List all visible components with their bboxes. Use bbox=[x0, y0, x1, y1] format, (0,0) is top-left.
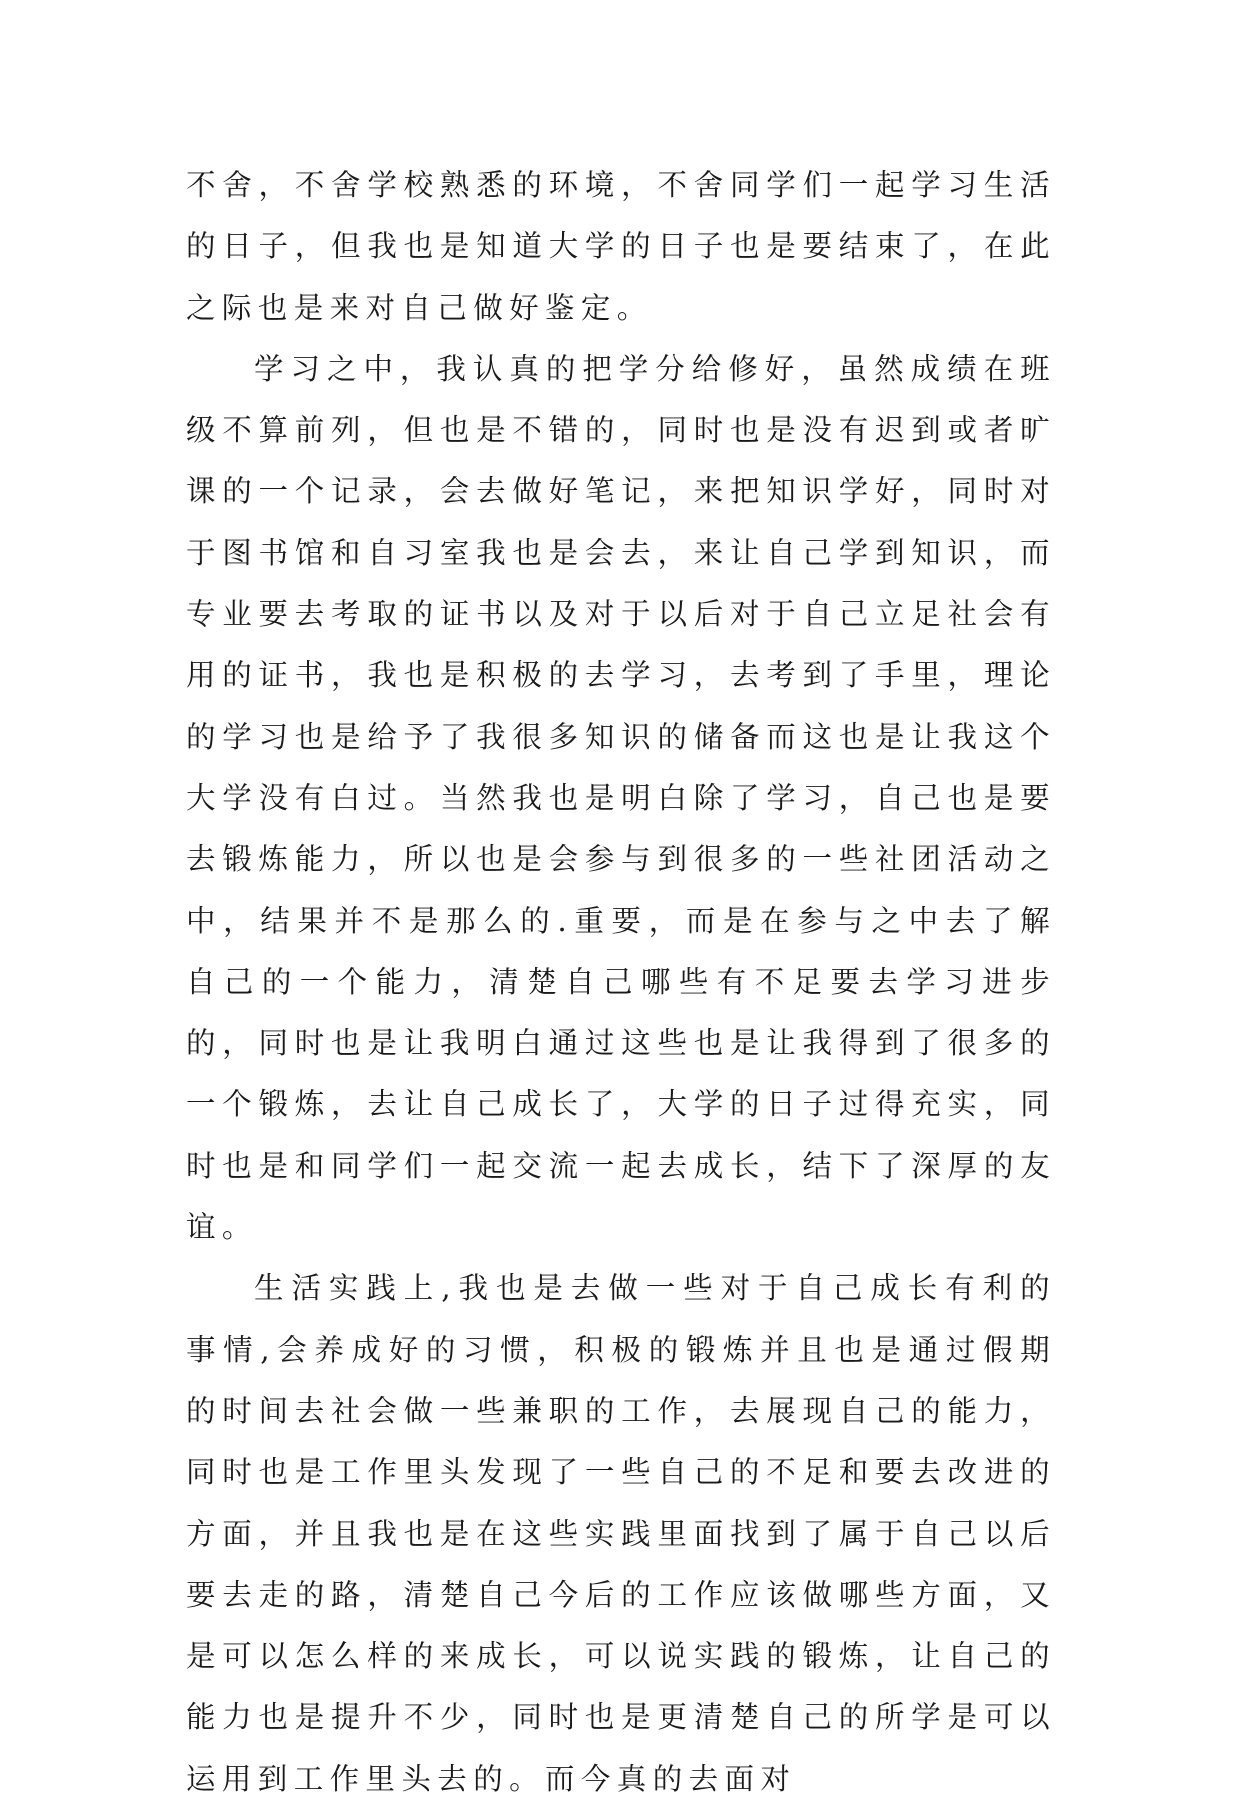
paragraph-practice: 生活实践上,我也是去做一些对于自己成长有利的事情,会养成好的习惯，积极的锻炼并且也是通过假期的时间去社会做一些兼职的工作，去展现自己的能力，同时也是工作里头发现了一些自己的不足和要去改进的方面，并且我也是在这些实践里面找到了属于自己以后要去走的路，清楚自己今后的工作应该做哪些方面，又是可以怎么样的来成长，可以说实践的锻炼，让自己的能力也是提升不少，同时也是更清楚自己的所学是可以运用到工作里头去的。而今真的去面对 bbox=[186, 1271, 1056, 1796]
document-body bbox=[186, 155, 1056, 1810]
paragraph-continuation: 不舍，不舍学校熟悉的环境，不舍同学们一起学习生活的日子，但我也是知道大学的日子也是要结束了，在此之际也是来对自己做好鉴定。 bbox=[186, 168, 1056, 325]
paragraph-study: 学习之中，我认真的把学分给修好，虽然成绩在班级不算前列，但也是不错的，同时也是没有迟到或者旷课的一个记录，会去做好笔记，来把知识学好，同时对于图书馆和自习室我也是会去，来让自己学到知识，而专业要去考取的证书以及对于以后对于自己立足社会有用的证书，我也是积极的去学习，去考到了手里，理论的学习也是给予了我很多知识的储备而这也是让我这个大学没有白过。当然我也是明白除了学习，自己也是要去锻炼能力，所以也是会参与到很多的一些社团活动之中，结果并不是那么的.重要，而是在参与之中去了解自己的一个能力，清楚自己哪些有不足要去学习进步的，同时也是让我明白通过这些也是让我得到了很多的一个锻炼，去让自己成长了，大学的日子过得充实，同时也是和同学们一起交流一起去成长，结下了深厚的友谊。 bbox=[186, 351, 1056, 1245]
